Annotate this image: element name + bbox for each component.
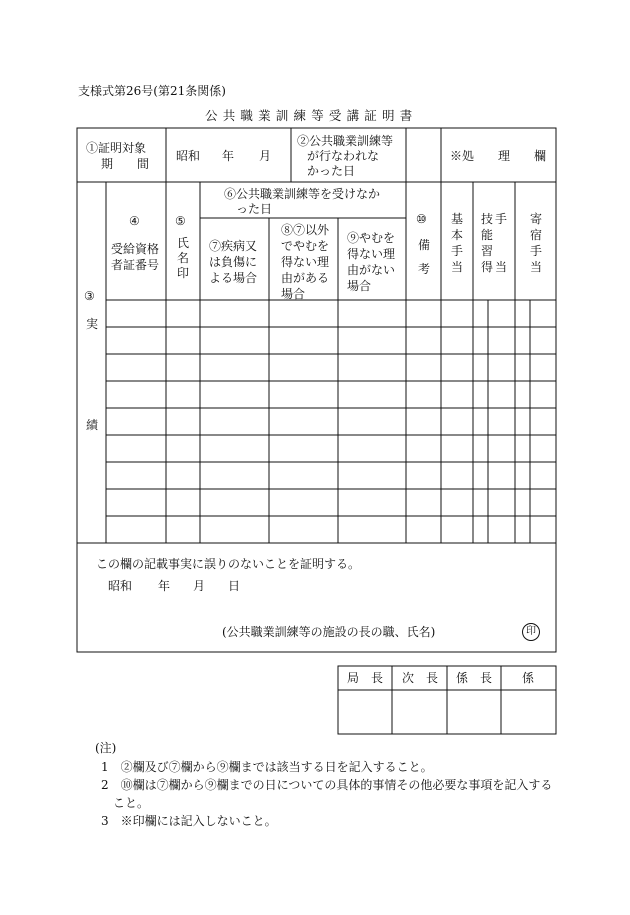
approval-staff: 係 [522,671,535,685]
year-label: 年 [222,149,235,163]
seal-mark: 印 [522,623,540,641]
skill-char-4: 得 [481,260,494,274]
no-training-label-3: かった日 [307,164,356,178]
cert-day: 日 [228,579,241,593]
unavoidable-line-3: 得ない理 [281,255,330,269]
boarding-char-1: 寄 [530,212,543,226]
remarks-char-1: 備 [418,238,431,252]
avoidable-line-1: ⑨やむを [347,231,396,245]
approval-bureau-chief: 局 長 [347,671,384,685]
boarding-char-3: 手 [530,244,543,258]
subject-period-label: ①証明対象 [86,141,147,155]
recipient-label-2: 者証番号 [111,258,160,272]
unavoidable-line-1: ⑧⑦以外 [281,223,330,237]
skill-char-6: 当 [495,260,508,274]
subject-period-label-2: 期 間 [101,157,150,171]
note-item-1: 1 ②欄及び⑦欄から⑨欄までは該当する日を記入すること。 [101,760,433,774]
processing-column-label: ※処 理 欄 [450,149,547,163]
no-training-label-2: が行なわれな [307,149,380,163]
record-char-1: 実 [86,317,99,331]
record-char-2: 績 [86,418,99,432]
illness-line-1: ⑦疾病又 [209,239,258,253]
remarks-char-2: 考 [418,262,431,276]
name-number: ⑤ [175,214,186,228]
notes-heading: (注) [95,741,117,755]
illness-line-3: よる場合 [209,271,258,285]
boarding-char-4: 当 [530,260,543,274]
approval-deputy-chief: 次 長 [402,671,439,685]
remarks-number: ⑩ [416,212,427,226]
avoidable-line-2: 得ない理 [347,247,396,261]
skill-char-5: 手 [495,212,508,226]
note-item-2-cont: こと。 [113,796,150,810]
cert-era: 昭和 [108,579,133,593]
basic-char-1: 基 [451,212,464,226]
avoidable-line-4: 場合 [347,279,372,293]
approval-section-chief: 係 長 [456,671,493,685]
recipient-number: ④ [129,214,140,228]
skill-char-2: 能 [481,228,494,242]
cert-year: 年 [158,579,171,593]
illness-line-2: は負傷に [209,255,258,269]
boarding-char-2: 宿 [530,228,543,242]
note-item-2: 2 ⑩欄は⑦欄から⑨欄までの日についての具体的事情その他必要な事項を記入する [101,778,553,792]
month-label: 月 [259,149,272,163]
name-char-2: 名 [177,251,190,265]
record-number: ③ [84,289,95,303]
certification-statement: この欄の記載事実に誤りのないことを証明する。 [96,557,361,571]
name-char-1: 氏 [177,236,190,250]
note-item-3: 3 ※印欄には記入しないこと。 [101,814,277,828]
skill-char-3: 習 [481,244,494,258]
basic-char-3: 手 [451,244,464,258]
absent-days-header: ⑥公共職業訓練等を受けなか [224,187,381,201]
skill-char-1: 技 [481,212,494,226]
basic-char-4: 当 [451,260,464,274]
name-char-3: 印 [177,266,190,280]
form-number: 支様式第26号(第21条関係) [78,84,226,98]
absent-days-header-2: った日 [236,202,273,216]
form-title: 公共職業訓練等受講証明書 [205,108,418,123]
recipient-label-1: 受給資格 [111,242,160,256]
cert-month: 月 [193,579,206,593]
unavoidable-line-4: 由がある [281,271,330,285]
era-label: 昭和 [176,149,201,163]
avoidable-line-3: 由がない [347,263,396,277]
unavoidable-line-2: でやむを [281,239,330,253]
signatory-label: (公共職業訓練等の施設の長の職、氏名) [222,625,436,639]
basic-char-2: 本 [451,228,464,242]
unavoidable-line-5: 場合 [281,287,306,301]
no-training-label: ②公共職業訓練等 [297,134,394,148]
